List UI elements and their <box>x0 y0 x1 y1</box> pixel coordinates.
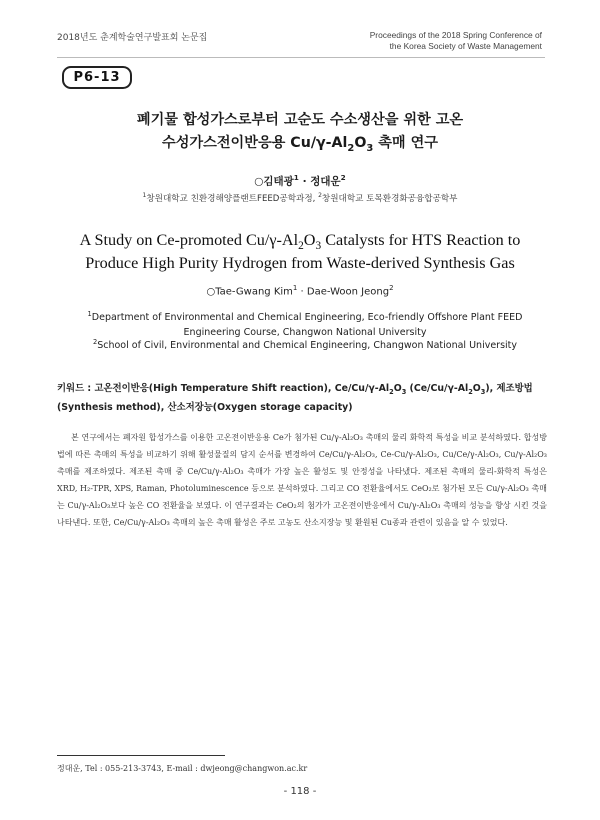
keywords: 키워드 : 고온전이반응(High Temperature Shift reaction), $Ce/Cu/\gamma-Al_2O_3$ $(Ce/Cu/\gamma-Al_2O_3)$, 제조방법(Synthesis method), 산소저장능(Oxygen storage capacity) <box>57 383 533 413</box>
header-right <box>282 30 542 52</box>
affiliation-en-1: $^1$Department of Environmental and Chemical Engineering, Eco-friendly Offshore Plant FEED Engineering Course, Changwon National University <box>87 310 523 339</box>
footnote-divider <box>57 755 225 756</box>
keywords-label: 키워드 : <box>57 383 95 394</box>
authors-en: ○Tae-Gwang Kim$^1$ · Dae-Woon Jeong$^2$ <box>206 284 394 298</box>
author-en-1: Tae-Gwang Kim <box>215 286 293 298</box>
abstract <box>57 430 547 531</box>
presenter-mark-en: ○ <box>206 286 216 298</box>
title-en-line1: A Study on Ce-promoted $Cu/\gamma-Al_2O_3$ Catalysts for HTS Reaction to <box>79 231 521 253</box>
affiliations-ko: $^1$창원대학교 친환경해양플랜트FEED공학과정, $^2$창원대학교 토목환경화공융합공학부 <box>142 192 458 204</box>
authors-ko: ○김태광$^1$ · 정대운$^2$ <box>254 173 346 188</box>
abstract-paragraph: 본 연구에서는 폐자원 합성가스를 이용한 고온전이반응용 Ce가 첨가된 Cu/γ-Al₂O₃ 촉매의 물리 화학적 특성을 비교 분석하였다. 합성방법에 따른 촉매의 특성을 비교하기 위해 활성물질의 담지 순서를 변경하여 Ce/Cu/γ-Al₂O₃, Ce-Cu/γ-Al₂O₃, Cu/Ce/γ-Al₂O₃, Cu/γ-Al₂O₃ 촉매를 제조하였다. 제조된 촉매 중 Ce/Cu/γ-Al₂O₃ 촉매가 가장 높은 활성도 및 안정성을 나타냈다. 제조된 촉매의 물리-화학적 특성은 XRD, H₂-TPR, XPS, Raman, Photoluminescence 등으로 분석하였다. 그리고 CO 전환율에서도 CeO₂로 첨가된 모든 Cu/γ-Al₂O₃ 촉매는 Cu/γ-Al₂O₃보다 높은 CO 전환율을 보였다. 이 연구결과는 CeO₂의 첨가가 고온전이반응에서 Cu/γ-Al₂O₃ 촉매의 성능을 향상 시킨 것을 나타낸다. 또한, Ce/Cu/γ-Al₂O₃ 촉매의 높은 촉매 활성은 주로 고농도 산소지장능 및 환원된 Cu종과 관련이 있음을 알 수 있었다. <box>57 433 547 527</box>
header-right-line2: the Korea Society of Waste Management <box>389 41 542 51</box>
header-left: 2018년도 춘계학술연구발표회 논문집 <box>57 33 208 43</box>
poster-badge: P6-13 <box>62 66 132 89</box>
affiliation-en-2: $^2$School of Civil, Environmental and Chemical Engineering, Changwon National University <box>92 338 518 352</box>
header-right-line1: Proceedings of the 2018 Spring Conference of <box>369 30 542 40</box>
author-ko-2: 정대운 <box>310 175 341 188</box>
title-en-line2: Produce High Purity Hydrogen from Waste-derived Synthesis Gas <box>85 254 515 272</box>
presenter-mark: ○ <box>254 175 264 188</box>
title-ko-line1: 폐기물 합성가스로부터 고순도 수소생산을 위한 고온 <box>136 112 464 128</box>
header-divider <box>57 57 545 58</box>
footnote-contact: 정대운, Tel : 055-213-3743, E-mail : dwjeong@changwon.ac.kr <box>57 764 308 773</box>
page-number: - 118 - <box>283 786 317 797</box>
author-ko-1: 김태광 <box>263 175 294 188</box>
author-en-2: Dae-Woon Jeong <box>306 286 390 298</box>
title-ko-line2: 수성가스전이반응용 $Cu/\gamma-Al_2O_3$ 촉매 연구 <box>162 135 438 154</box>
